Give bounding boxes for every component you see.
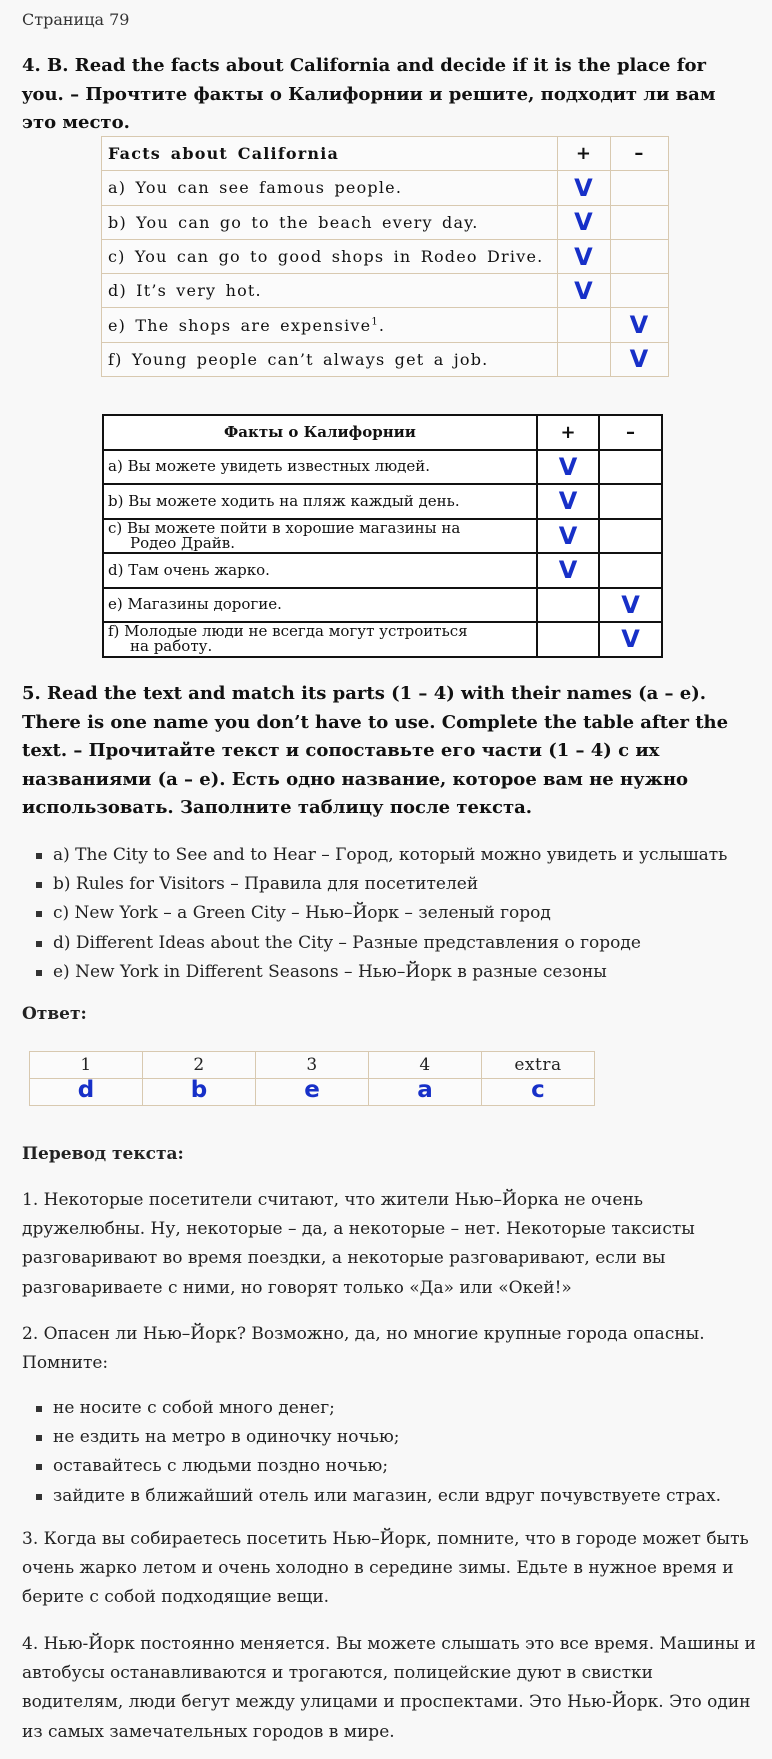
fact-text <box>103 588 537 623</box>
task4-heading: 4. B. Read the facts about California and decide if it is the place for you. – Прочтите факты о Калифорнии и решите, подходит ли вам это место. <box>22 55 716 133</box>
fact-text <box>103 622 537 657</box>
fact-text: a) You can see famous people. <box>102 171 558 205</box>
answer-value: c <box>482 1079 595 1106</box>
fact-text: f) Young people can’t always get a job. <box>102 342 558 376</box>
answer-value: b <box>143 1079 256 1106</box>
header-plus: + <box>558 137 611 171</box>
table-row <box>102 171 669 205</box>
list-item: не ездить на метро в одиночку ночью; <box>22 1423 721 1452</box>
fact-line: c) Вы можете пойти в хорошие магазины на <box>108 518 461 537</box>
list-item: e) New York in Different Seasons – Нью–Йорк в разные сезоны <box>22 958 727 987</box>
answer-value-row <box>30 1079 595 1106</box>
table-header-row <box>102 137 669 171</box>
check-mark <box>611 205 669 239</box>
list-item: c) New York – a Green City – Нью–Йорк – зеленый город <box>22 899 727 928</box>
table-header-row <box>103 415 662 450</box>
fact-text: b) You can go to the beach every day. <box>102 205 558 239</box>
fact-line: b) Вы можете ходить на пляж каждый день. <box>108 491 460 510</box>
header-facts: Facts about California <box>102 137 558 171</box>
header-plus: + <box>537 415 599 450</box>
check-mark: V <box>537 553 599 588</box>
table-row <box>102 239 669 273</box>
check-mark <box>611 171 669 205</box>
answer-header: 4 <box>369 1052 482 1079</box>
fact-text-main: e) The shops are expensive <box>108 315 372 335</box>
translation-label: Перевод текста: <box>22 1144 184 1164</box>
table-row <box>103 622 662 657</box>
check-mark: V <box>599 622 662 657</box>
table-row <box>102 342 669 376</box>
table-row <box>102 205 669 239</box>
translation-paragraph-1: 1. Некоторые посетители считают, что жители Нью–Йорка не очень дружелюбны. Ну, некоторые – да, а некоторые – нет. Некоторые таксисты разговаривают во время поездки, а некоторые разговаривают, если вы разговариваете с ними, но говорят только «Да» или «Окей!» <box>22 1190 695 1298</box>
safety-rules-list <box>22 1394 721 1511</box>
answer-header: 2 <box>143 1052 256 1079</box>
list-item: a) The City to See and to Hear – Город, который можно увидеть и услышать <box>22 841 727 870</box>
answer-header: 1 <box>30 1052 143 1079</box>
translation-paragraph-4: 4. Нью-Йорк постоянно меняется. Вы можете слышать это все время. Машины и автобусы останавливаются и трогаются, полицейские дуют в свистки водителям, люди бегут между улицами и проспектами. Это Нью-Йорк. Это один из самых замечательных городов в мире. <box>22 1634 756 1742</box>
list-item: d) Different Ideas about the City – Разные представления о городе <box>22 929 727 958</box>
page-number: Страница 79 <box>22 10 130 29</box>
fact-line: f) Молодые люди не всегда могут устроиться <box>108 622 468 641</box>
check-mark: V <box>611 342 669 376</box>
check-mark: V <box>599 588 662 623</box>
check-mark: V <box>558 239 611 273</box>
check-mark: V <box>558 274 611 308</box>
check-mark: V <box>537 484 599 519</box>
fact-text <box>103 484 537 519</box>
check-mark: V <box>537 519 599 554</box>
check-mark <box>599 484 662 519</box>
facts-table-russian <box>102 414 663 658</box>
table-row <box>103 450 662 485</box>
check-mark <box>599 450 662 485</box>
check-mark <box>558 342 611 376</box>
header-facts: Факты о Калифорнии <box>103 415 537 450</box>
fact-text <box>103 450 537 485</box>
check-mark <box>599 553 662 588</box>
fact-text <box>102 308 558 342</box>
translation-paragraph-3: 3. Когда вы собираетесь посетить Нью–Йорк, помните, что в городе может быть очень жарко летом и очень холодно в середине зимы. Едьте в нужное время и берите с собой подходящие вещи. <box>22 1529 749 1608</box>
answer-value: d <box>30 1079 143 1106</box>
table-row <box>102 274 669 308</box>
check-mark <box>599 519 662 554</box>
list-item: не носите с собой много денег; <box>22 1394 721 1423</box>
footnote-marker: 1 <box>371 316 379 328</box>
check-mark <box>537 622 599 657</box>
fact-text-tail: . <box>378 315 386 335</box>
check-mark <box>611 239 669 273</box>
list-item: b) Rules for Visitors – Правила для посетителей <box>22 870 727 899</box>
list-item: оставайтесь с людьми поздно ночью; <box>22 1452 721 1481</box>
facts-table-english <box>101 136 669 377</box>
fact-line-continuation: на работу. <box>130 637 213 656</box>
fact-text <box>103 553 537 588</box>
fact-text: d) It’s very hot. <box>102 274 558 308</box>
list-item: зайдите в ближайший отель или магазин, если вдруг почувствуете страх. <box>22 1482 721 1511</box>
check-mark: V <box>558 171 611 205</box>
task5-heading: 5. Read the text and match its parts (1 – 4) with their names (a – e). There is one name you don’t have to use. Complete the table after the text. – Прочитайте текст и сопоставьте его части (1 – 4) с их названиями (a – e). Есть одно название, которое вам не нужно использовать. Заполните таблицу после текста. <box>22 683 729 818</box>
check-mark: V <box>611 308 669 342</box>
answer-header: extra <box>482 1052 595 1079</box>
table-row <box>103 484 662 519</box>
fact-line: d) Там очень жарко. <box>108 560 270 579</box>
answer-header-row <box>30 1052 595 1079</box>
heading-options-list <box>22 841 727 987</box>
check-mark: V <box>537 450 599 485</box>
table-row <box>102 308 669 342</box>
fact-line: e) Магазины дорогие. <box>108 595 282 614</box>
answer-value: e <box>256 1079 369 1106</box>
answer-table <box>29 1051 595 1106</box>
answer-label: Ответ: <box>22 1004 87 1024</box>
answer-value: a <box>369 1079 482 1106</box>
header-minus: – <box>611 137 669 171</box>
header-minus: – <box>599 415 662 450</box>
fact-text: c) You can go to good shops in Rodeo Drive. <box>102 239 558 273</box>
translation-paragraph-2: 2. Опасен ли Нью–Йорк? Возможно, да, но многие крупные города опасны. Помните: <box>22 1324 705 1374</box>
fact-line-continuation: Родео Драйв. <box>130 533 235 552</box>
answer-header: 3 <box>256 1052 369 1079</box>
check-mark <box>537 588 599 623</box>
fact-text <box>103 519 537 554</box>
check-mark <box>558 308 611 342</box>
fact-line: a) Вы можете увидеть известных людей. <box>108 457 431 476</box>
table-row <box>103 519 662 554</box>
check-mark <box>611 274 669 308</box>
table-row <box>103 553 662 588</box>
table-row <box>103 588 662 623</box>
check-mark: V <box>558 205 611 239</box>
